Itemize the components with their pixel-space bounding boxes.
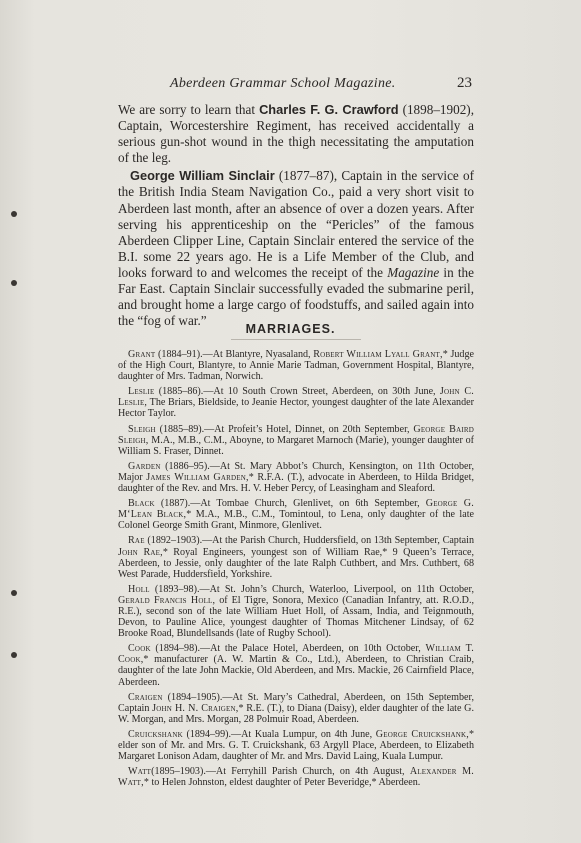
- entry-text: * Judge of the High Court, Blantyre, to Annie Marie Tadman, Government Hospital, Blantyre, daughter of Mrs. Tadman, Norwich.: [118, 349, 474, 383]
- entry-surname: Craigen: [128, 691, 163, 703]
- entry-surname: Sleigh: [128, 423, 156, 435]
- entry-text: (1894–1905).—At St. Mary’s Cathedral, Aberdeen, on 15th September, Captain: [118, 691, 474, 714]
- marriage-entry: [118, 461, 474, 494]
- page-header: [0, 76, 581, 96]
- entry-text: (1894–98).—At the Palace Hotel, Aberdeen, on 10th October,: [150, 643, 426, 655]
- entry-text: (1884–91).—At Blantyre, Nyasaland,: [155, 349, 314, 360]
- marriage-entry: [118, 643, 474, 687]
- magazine-title: Magazine: [387, 264, 440, 280]
- entry-text: (1885–86).—At 10 South Crown Street, Aberdeen, on 30th June,: [154, 386, 440, 398]
- entry-text: * Royal Engineers, youngest son of William Rae,* 9 Queen’s Terrace, Aberdeen, to Jessie, only daughter of the late Ralph Cuthbert, and Mrs. Cuthbert, 68 West Parade, Huddersfield, Yorkshire.: [118, 546, 474, 580]
- groom-name: William T. Cook,: [118, 643, 474, 666]
- groom-name: George G. M‘Lean Black,: [118, 498, 474, 521]
- page-number: 23: [457, 75, 472, 91]
- marriage-entry: [118, 729, 474, 762]
- entry-text: M.A., M.B., C.M., Aboyne, to Margaret Marnoch (Marie), younger daughter of William S. Fraser, Dinnet.: [118, 434, 474, 457]
- entry-surname: Grant: [128, 349, 156, 360]
- entry-text: * R.E. (T.), to Diana (Daisy), elder daughter of the late G. W. Morgan, and Mrs. Morgan, 28 Polmuir Road, Aberdeen.: [118, 702, 474, 725]
- binding-hole-2: [11, 280, 17, 286]
- entry-surname: Black: [128, 498, 155, 510]
- paragraph-text: (1877–87), Captain in the service of the British India Steam Navigation Co., paid a very short visit to Aberdeen last month, after an absence of over a dozen years. After serving his apprenticeship on the “Pericles” of the famous Aberdeen Clipper Line, Captain Sinclair entered the service of the B.I. some 22 years ago. He is a Life Member of the Club, and looks forward to and welcomes the receipt of the: [118, 168, 474, 280]
- entry-text: * R.F.A. (T.), advocate in Aberdeen, to Hilda Bridget, daughter of the Rev. and Mrs. H. V. Heber Percy, of Leasingham and Sleaford.: [118, 471, 474, 495]
- marriage-entry: [118, 692, 474, 725]
- entry-text: of El Tigre, Sonora, Mexico (Canadian Infantry, att. R.O.D., R.E.), second son of the late William Huet Holl, of Assam, India, and Teignmouth, Devon, to Pauline Alice, youngest daughter of Thomas Mitchener Lindsay, of 62 Brooke Road, Blundellsands (late of Rugby School).: [118, 594, 474, 640]
- paragraph-text: in the Far East. Captain Sinclair successfully evaded the submarine peril, and brought home a large cargo of foodstuffs, and sailed again into the “fog of war.”: [118, 264, 474, 329]
- entry-surname: Cook: [128, 643, 151, 655]
- groom-name: George Baird Sleigh,: [118, 423, 474, 446]
- binding-hole-4: [11, 652, 17, 658]
- news-column: [118, 102, 474, 340]
- marriages-list: [118, 349, 474, 792]
- groom-name: Alexander M. Watt,: [118, 766, 475, 789]
- marriage-entry: [118, 584, 474, 639]
- section-divider: [231, 339, 361, 340]
- entry-text: (1895–1903).—At Ferryhill Parish Church, on 4th August,: [151, 766, 410, 778]
- entry-surname: Cruickshank: [128, 728, 183, 740]
- groom-name: Gerald Francis Holl,: [118, 594, 216, 606]
- groom-name: John C. Leslie,: [118, 386, 474, 409]
- groom-name: James William Garden,: [146, 471, 249, 483]
- entry-text: (1886–95).—At St. Mary Abbot’s Church, Kensington, on 11th October, Major: [118, 460, 474, 483]
- marriage-entry: [118, 349, 474, 382]
- entry-text: (1887).—At Tombae Church, Glenlivet, on 6th September,: [154, 498, 426, 510]
- entry-text: * M.A., M.B., C.M., Tomintoul, to Lena, only daughter of the late Colonel George Smith Grant, Minmore, Glenlivet.: [118, 509, 474, 532]
- binding-hole-1: [11, 211, 17, 217]
- running-title: Aberdeen Grammar School Magazine.: [170, 76, 396, 91]
- entry-text: (1892–1903).—At the Parish Church, Huddersfield, on 13th September, Captain: [144, 535, 474, 547]
- entry-text: * to Helen Johnston, eldest daughter of Peter Beveridge,* Aberdeen.: [143, 777, 421, 789]
- entry-text: The Briars, Bieldside, to Jeanie Hector, youngest daughter of the late Alexander Hector Taylor.: [118, 397, 474, 420]
- groom-name: John Rae,: [118, 546, 163, 558]
- entry-text: * manufacturer (A. W. Martin & Co., Ltd.), Aberdeen, to Christian Craib, daughter of the late John Mackie, Old Aberdeen, and Mrs. Mackie, 26 Cairnfield Place, Aberdeen.: [118, 654, 474, 688]
- paragraph-crawford: [118, 102, 474, 166]
- person-name: Charles F. G. Crawford: [259, 102, 399, 117]
- marriage-entry: [118, 424, 474, 457]
- entry-surname: Leslie: [128, 386, 155, 398]
- marriage-entry: [118, 386, 474, 419]
- marriage-entry: [118, 498, 474, 531]
- paragraph-text: We are sorry to learn that: [118, 102, 260, 117]
- paragraph-text: (1898–1902), Captain, Worcestershire Regiment, has received accidentally a serious gun-shot wound in the thigh necessitating the amputation of the leg.: [118, 102, 474, 166]
- groom-name: John H. N. Craigen,: [152, 702, 239, 714]
- entry-surname: Rae: [128, 535, 145, 547]
- groom-name: George Cruickshank,: [375, 728, 469, 740]
- person-name: George William Sinclair: [130, 168, 275, 184]
- entry-surname: Holl: [128, 583, 150, 595]
- entry-surname: Watt: [128, 766, 152, 778]
- binding-hole-3: [11, 590, 17, 596]
- entry-text: (1893–98).—At St. John’s Church, Waterloo, Liverpool, on 11th October,: [149, 583, 474, 595]
- marriage-entry: [118, 535, 474, 579]
- paragraph-sinclair: [118, 168, 474, 329]
- section-heading: MARRIAGES.: [245, 322, 336, 336]
- entry-surname: Garden: [128, 460, 161, 472]
- entry-text: (1894–99).—At Kuala Lumpur, on 4th June,: [182, 728, 376, 740]
- marriage-entry: [118, 766, 474, 788]
- groom-name: Robert William Lyall Grant,: [313, 349, 443, 360]
- entry-text: (1885–89).—At Profeit’s Hotel, Dinnet, on 20th September,: [155, 423, 414, 435]
- entry-text: * elder son of Mr. and Mrs. G. T. Cruickshank, 63 Argyll Place, Aberdeen, to Elizabeth Margaret Lonison Adam, daughter of Mr. and Mrs. David Laing, Kuala Lumpur.: [118, 728, 474, 763]
